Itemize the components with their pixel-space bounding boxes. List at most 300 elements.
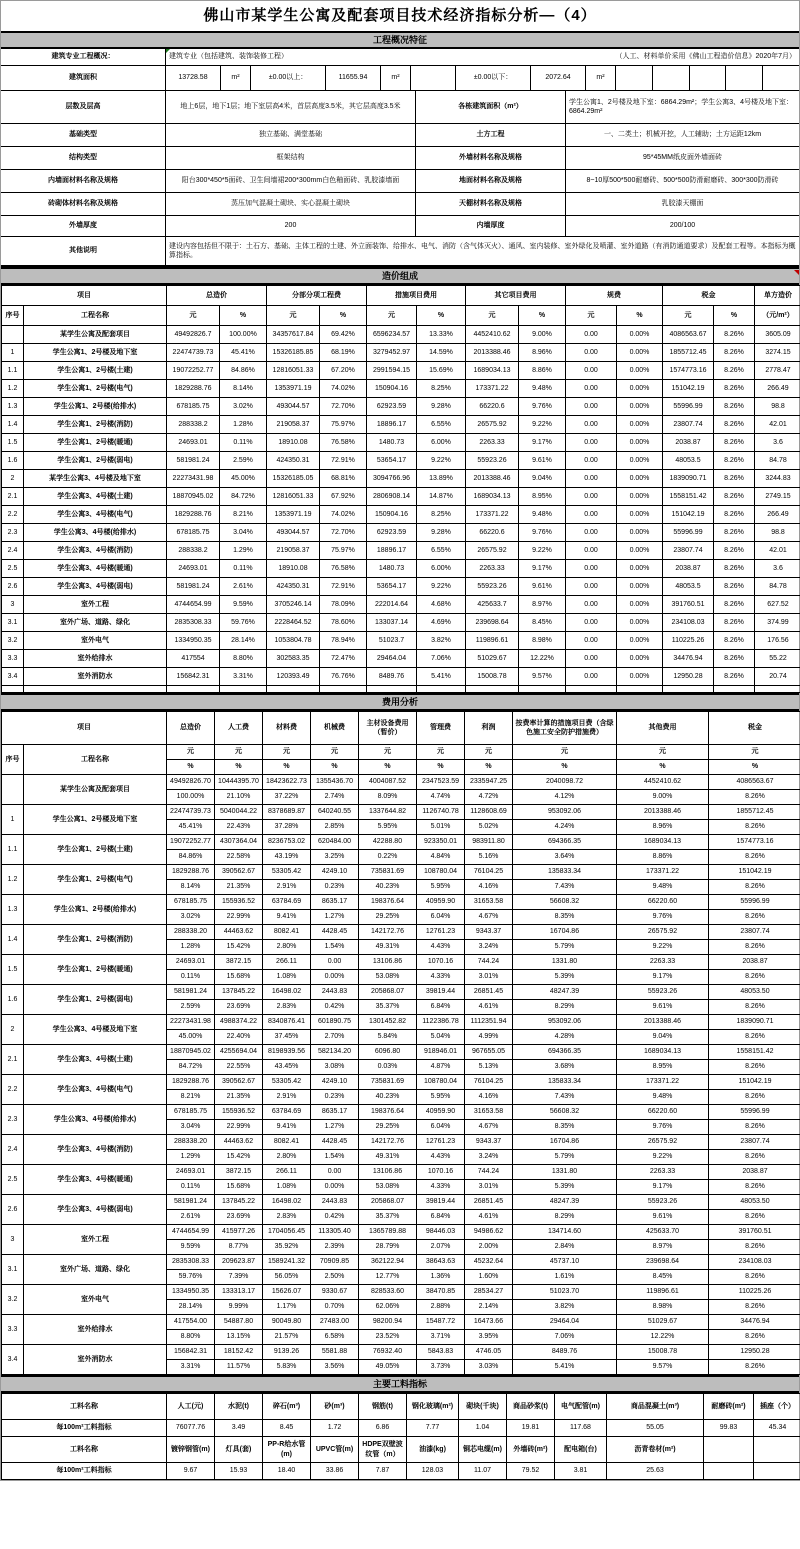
cell: 学生公寓1、2号楼(消防) — [24, 416, 167, 434]
overview-table — [1, 49, 799, 267]
cell: 6096.80 — [359, 1045, 417, 1060]
cell: 8.97% — [617, 1240, 709, 1255]
row-name: 学生公寓1、2号楼(电气) — [24, 865, 167, 895]
cell: 0.00 — [566, 668, 617, 686]
field-value: 乳胶漆天棚面 — [661, 200, 704, 208]
cell: 9.22% — [519, 416, 566, 434]
cell: 694366.35 — [513, 1045, 617, 1060]
column-group-header: 人工费 — [215, 712, 263, 745]
cell: 15.93 — [215, 1463, 263, 1480]
cell: 11.07 — [459, 1463, 507, 1480]
field-value: 独立基础、满堂基础 — [166, 124, 416, 146]
cell: 22.43% — [215, 820, 263, 835]
cell: 0.00% — [617, 344, 663, 362]
cell: 37.45% — [263, 1030, 311, 1045]
cell: 3.31% — [220, 668, 267, 686]
table-row — [2, 470, 800, 488]
cell: 75.97% — [320, 542, 367, 560]
cell: 55996.99 — [709, 1105, 800, 1120]
cell: 48053.5 — [663, 578, 714, 596]
cell: 56608.32 — [513, 1105, 617, 1120]
cell: 110225.26 — [709, 1285, 800, 1300]
cell: 31653.58 — [465, 1105, 513, 1120]
cell: 21.35% — [215, 880, 263, 895]
cell: 35.37% — [359, 1210, 417, 1225]
column-subheader: % — [519, 306, 566, 326]
cell: 0.00% — [617, 560, 663, 578]
overview-price-source-note: （人工、材料单价采用《佛山工程造价信息》2020年7月） — [615, 53, 796, 61]
cell: 7.43% — [513, 1090, 617, 1105]
column-header: PP-R给水管(m) — [263, 1437, 311, 1463]
column-subheader: 元 — [167, 306, 220, 326]
column-group-header: 管理费 — [417, 712, 465, 745]
cell: 1053804.78 — [267, 632, 320, 650]
cell: 1.28% — [167, 940, 215, 955]
section-cost-composition-header — [1, 267, 799, 285]
cell: 1.17% — [263, 1300, 311, 1315]
cell: 84.86% — [167, 850, 215, 865]
cell: 40.23% — [359, 880, 417, 895]
cell: 2013388.46 — [466, 344, 519, 362]
cell: 66220.60 — [617, 1105, 709, 1120]
cell: 923350.01 — [417, 835, 465, 850]
field-value: 建设内容包括但不限于：土石方、基础、主体工程的土建、外立面装饰、给排水、电气、消防（含气体灭火）、通风、室内装修、室外绿化及喷灌、室外道路（有消防通道要求）及配套工程等。本指标为概算指标。 — [169, 242, 796, 259]
cell: 983911.80 — [465, 835, 513, 850]
table-row — [2, 578, 800, 596]
cell: 1704056.45 — [263, 1225, 311, 1240]
cell: 2.14% — [465, 1300, 513, 1315]
cell: 1574773.16 — [709, 835, 800, 850]
cell: 8489.76 — [513, 1345, 617, 1360]
cell: 133037.14 — [367, 614, 417, 632]
cell: 53.08% — [359, 970, 417, 985]
cell: 6.86 — [359, 1420, 407, 1437]
cell: 678185.75 — [167, 895, 215, 910]
column-group-header: 项目 — [2, 712, 167, 745]
table-row — [2, 1345, 800, 1360]
cell: 4428.45 — [311, 925, 359, 940]
cell: 16498.02 — [263, 985, 311, 1000]
empty-cell — [714, 686, 755, 693]
table-row — [2, 985, 800, 1000]
cell: 209623.87 — [215, 1255, 263, 1270]
cell: 391760.51 — [709, 1225, 800, 1240]
cell: 53.08% — [359, 1180, 417, 1195]
column-subheader: % — [320, 306, 367, 326]
cell: 582134.20 — [311, 1045, 359, 1060]
cell: 5.84% — [359, 1030, 417, 1045]
row-number: 2 — [2, 1015, 24, 1045]
cell: 8.26% — [709, 1030, 800, 1045]
unit-header: % — [167, 760, 215, 775]
excel-marker-icon — [166, 49, 170, 53]
cell: 8.26% — [709, 970, 800, 985]
cell: 8.26% — [714, 380, 755, 398]
table-row — [2, 344, 800, 362]
cell: 8635.17 — [311, 895, 359, 910]
cell: 3.04% — [220, 524, 267, 542]
field-label: 外墙材料名称及规格 — [416, 147, 566, 169]
cell: 205868.07 — [359, 1195, 417, 1210]
cell: 302583.35 — [267, 650, 320, 668]
cell: 55923.26 — [617, 985, 709, 1000]
cell: 13.33% — [417, 326, 466, 344]
cell: 735831.69 — [359, 1075, 417, 1090]
cell: 3705246.14 — [267, 596, 320, 614]
cell: 1.28% — [220, 416, 267, 434]
empty-cell — [320, 686, 367, 693]
cell: 室外工程 — [24, 596, 167, 614]
row-label: 每100m²工料指标 — [2, 1463, 167, 1480]
row-number: 1.1 — [2, 835, 24, 865]
area-unit: m² — [221, 66, 251, 90]
empty-cell — [417, 686, 466, 693]
column-header: 商品混凝土(m³) — [607, 1394, 704, 1420]
cell: 44463.62 — [215, 1135, 263, 1150]
cell: 5.83% — [263, 1360, 311, 1375]
cell: 8.26% — [714, 650, 755, 668]
cell: 1829288.76 — [167, 865, 215, 880]
cell: 4.28% — [513, 1030, 617, 1045]
section-materials-header — [1, 1375, 799, 1393]
cell: 23807.74 — [663, 542, 714, 560]
cell: 9.57% — [519, 668, 566, 686]
cell: 13106.86 — [359, 1165, 417, 1180]
cell: 3.6 — [755, 560, 800, 578]
table-row — [2, 668, 800, 686]
field-label: 天棚材料名称及规格 — [416, 193, 566, 215]
cell: 5581.88 — [311, 1345, 359, 1360]
cell: 2 — [2, 470, 24, 488]
cell: 5.41% — [417, 668, 466, 686]
cell: 9.28% — [417, 398, 466, 416]
cell: 2263.33 — [617, 1165, 709, 1180]
excel-marker-icon — [794, 270, 799, 275]
cell: 1334950.35 — [167, 632, 220, 650]
field-label: 内墙面材料名称及规格 — [1, 170, 166, 192]
cell: 90049.80 — [263, 1315, 311, 1330]
cell: 15.68% — [215, 1180, 263, 1195]
cell: 424350.31 — [267, 578, 320, 596]
unit-header: 元 — [617, 745, 709, 760]
cell: 1589241.32 — [263, 1255, 311, 1270]
cell: 9139.26 — [263, 1345, 311, 1360]
table-row — [2, 596, 800, 614]
cell: 7.77 — [407, 1420, 459, 1437]
cell: 9.48% — [617, 880, 709, 895]
table-row — [2, 452, 800, 470]
cell: 4.99% — [465, 1030, 513, 1045]
cell: 8.86% — [519, 362, 566, 380]
cell: 8.26% — [714, 326, 755, 344]
cell: 2038.87 — [663, 434, 714, 452]
cell: 9.41% — [263, 910, 311, 925]
cell: 222014.64 — [367, 596, 417, 614]
header-row — [2, 712, 800, 745]
cell: 室外给排水 — [24, 650, 167, 668]
table-row — [2, 1195, 800, 1210]
row-number: 3.1 — [2, 1255, 24, 1285]
column-header: 灯具(套) — [215, 1437, 263, 1463]
cell: 205868.07 — [359, 985, 417, 1000]
table-row — [2, 1105, 800, 1120]
cell: 4428.45 — [311, 1135, 359, 1150]
cell: 28.14% — [167, 1300, 215, 1315]
cell: 28.79% — [359, 1240, 417, 1255]
cell: 4.84% — [417, 850, 465, 865]
cell: 4.67% — [465, 910, 513, 925]
cell: 2.85% — [311, 820, 359, 835]
cell: 8.26% — [714, 506, 755, 524]
column-header: 油漆(kg) — [407, 1437, 459, 1463]
cell: 42.01 — [755, 416, 800, 434]
cell: 391760.51 — [663, 596, 714, 614]
cell: 0.00% — [617, 380, 663, 398]
cell: 55923.26 — [466, 452, 519, 470]
cell: 62923.59 — [367, 398, 417, 416]
cell: 198376.64 — [359, 1105, 417, 1120]
cell: 1574773.16 — [663, 362, 714, 380]
cell: 67.92% — [320, 488, 367, 506]
row-name: 室外给排水 — [24, 1315, 167, 1345]
table-row — [2, 1165, 800, 1180]
cell: 4.33% — [417, 1180, 465, 1195]
cell: 417554.00 — [167, 1315, 215, 1330]
cell: 0.00% — [311, 970, 359, 985]
cell: 142172.76 — [359, 925, 417, 940]
cell: 3.02% — [167, 910, 215, 925]
cell: 84.72% — [167, 1060, 215, 1075]
field-value — [166, 49, 799, 65]
cell: 266.11 — [263, 955, 311, 970]
cell: 581981.24 — [167, 452, 220, 470]
cell: 2040098.72 — [513, 775, 617, 790]
row-number: 1.4 — [2, 925, 24, 955]
cell: 219058.37 — [267, 416, 320, 434]
cell: 3.2 — [2, 632, 24, 650]
cell: 8340876.41 — [263, 1015, 311, 1030]
cell: 2.4 — [2, 542, 24, 560]
row-name: 学生公寓3、4号楼(电气) — [24, 1075, 167, 1105]
cell: 3.73% — [417, 1360, 465, 1375]
cell: 63784.69 — [263, 895, 311, 910]
table-row — [2, 398, 800, 416]
cell: 9.17% — [519, 434, 566, 452]
section-cost-analysis-header — [1, 693, 799, 711]
cell: 3.04% — [167, 1120, 215, 1135]
cell: 76104.25 — [465, 865, 513, 880]
column-group-header: 单方造价 — [755, 286, 800, 306]
cell: 14.59% — [417, 344, 466, 362]
overview-row — [1, 216, 799, 237]
empty-cell — [566, 686, 617, 693]
cell: 493044.57 — [267, 524, 320, 542]
row-name: 室外电气 — [24, 1285, 167, 1315]
field-value: 地上6层，地下1层；地下室层高4米，首层高度3.5米，其它层高度3.5米 — [166, 91, 416, 123]
cell: 2263.33 — [466, 560, 519, 578]
cell: 72.91% — [320, 578, 367, 596]
table-row — [2, 805, 800, 820]
cell: 0.00% — [617, 524, 663, 542]
cell: 2.91% — [263, 1090, 311, 1105]
cell: 1353971.19 — [267, 506, 320, 524]
cell: 8.35% — [513, 910, 617, 925]
cell: 151042.19 — [663, 506, 714, 524]
cell: 0.00 — [566, 524, 617, 542]
column-header: 插座（个） — [754, 1394, 800, 1420]
cell: 4746.05 — [465, 1345, 513, 1360]
unit-header: 元 — [513, 745, 617, 760]
cell: 100.00% — [167, 790, 215, 805]
cell: 953092.06 — [513, 805, 617, 820]
cell: 13.89% — [417, 470, 466, 488]
cell: 0.00 — [566, 542, 617, 560]
column-subheader: 元 — [466, 306, 519, 326]
cell: 1829288.76 — [167, 506, 220, 524]
column-subheader: 工程名称 — [24, 745, 167, 775]
area-unit: m² — [381, 66, 411, 90]
page-title: 佛山市某学生公寓及配套项目技术经济指标分析—（4） — [203, 7, 597, 24]
cell: 678185.75 — [167, 1105, 215, 1120]
cell: 45.34 — [754, 1420, 800, 1437]
column-group-header: 按费率计算的措施项目费（含绿色施工安全防护措施费） — [513, 712, 617, 745]
cell — [2, 326, 24, 344]
row-number — [2, 775, 24, 805]
cell: 9.61% — [617, 1000, 709, 1015]
table-row — [2, 560, 800, 578]
cell: 18896.17 — [367, 416, 417, 434]
table-row — [2, 1437, 800, 1463]
cell: 12761.23 — [417, 925, 465, 940]
cell: 967655.05 — [465, 1045, 513, 1060]
cell: 5.79% — [513, 1150, 617, 1165]
cell: 4.61% — [465, 1000, 513, 1015]
cell: 38470.85 — [417, 1285, 465, 1300]
cell: 150904.16 — [367, 380, 417, 398]
cell: 8.26% — [714, 344, 755, 362]
cell: 23.69% — [215, 1000, 263, 1015]
cell: 9.04% — [617, 1030, 709, 1045]
cell: 学生公寓3、4号楼(土建) — [24, 488, 167, 506]
cell: 3.95% — [465, 1330, 513, 1345]
table-row — [2, 1420, 800, 1437]
cell: 9.76% — [519, 524, 566, 542]
cell: 9.22% — [519, 542, 566, 560]
cell: 学生公寓3、4号楼(电气) — [24, 506, 167, 524]
cell: 9.59% — [167, 1240, 215, 1255]
cell: 76.58% — [320, 434, 367, 452]
cell: 72.70% — [320, 398, 367, 416]
cell: 3605.09 — [755, 326, 800, 344]
cost-composition-table — [1, 285, 800, 693]
cell: 362122.94 — [359, 1255, 417, 1270]
overview-row — [1, 147, 799, 170]
section-overview-label: 工程概况特征 — [372, 35, 427, 45]
cell: 0.00 — [566, 398, 617, 416]
cell: 0.00 — [566, 488, 617, 506]
cell: 2.91% — [263, 880, 311, 895]
cell: 16704.86 — [513, 925, 617, 940]
cell: 9.17% — [519, 560, 566, 578]
field-value: 蒸压加气混凝土砌块、实心混凝土砌块 — [166, 193, 416, 215]
cell: 1689034.13 — [466, 362, 519, 380]
table-row — [2, 416, 800, 434]
cell: 2228464.52 — [267, 614, 320, 632]
column-header: 砂(m³) — [311, 1394, 359, 1420]
column-group-header: 其他费用 — [617, 712, 709, 745]
cell: 1365789.88 — [359, 1225, 417, 1240]
cell: 3.25% — [311, 850, 359, 865]
cell: 1.2 — [2, 380, 24, 398]
cell: 5.02% — [465, 820, 513, 835]
cell: 9.00% — [519, 326, 566, 344]
table-row — [2, 614, 800, 632]
cell: 室外电气 — [24, 632, 167, 650]
cell: 55996.99 — [709, 895, 800, 910]
cell: 学生公寓3、4号楼(弱电) — [24, 578, 167, 596]
cell: 8.45% — [519, 614, 566, 632]
row-number: 2.3 — [2, 1105, 24, 1135]
column-group-header: 税金 — [663, 286, 755, 306]
cell: 72.91% — [320, 452, 367, 470]
cell: 24693.01 — [167, 955, 215, 970]
table-row — [2, 835, 800, 850]
cell: 2.83% — [263, 1000, 311, 1015]
cell: 8.96% — [519, 344, 566, 362]
cell: 8.45 — [263, 1420, 311, 1437]
cell: 2.84% — [513, 1240, 617, 1255]
cell: 29464.04 — [367, 650, 417, 668]
cell: 18910.08 — [267, 560, 320, 578]
cell: 2.00% — [465, 1240, 513, 1255]
cell: 1.60% — [465, 1270, 513, 1285]
cell: 2.50% — [311, 1270, 359, 1285]
cell: 5.13% — [465, 1060, 513, 1075]
cell: 48053.50 — [709, 985, 800, 1000]
cell: 9.76% — [617, 910, 709, 925]
column-header: 镀锌钢管(m) — [167, 1437, 215, 1463]
row-name: 室外广场、道路、绿化 — [24, 1255, 167, 1285]
cell: 1855712.45 — [663, 344, 714, 362]
cell: 3.02% — [220, 398, 267, 416]
cell: 3274.15 — [755, 344, 800, 362]
cell: 137845.22 — [215, 985, 263, 1000]
cell: 1128608.69 — [465, 805, 513, 820]
cell: 9.22% — [417, 452, 466, 470]
cell: 8.26% — [709, 1120, 800, 1135]
cell: 8.26% — [714, 362, 755, 380]
cell: 2.74% — [311, 790, 359, 805]
area-below-label: ±0.00以下： — [456, 66, 531, 90]
cell: 4.16% — [465, 880, 513, 895]
row-name: 学生公寓3、4号楼(暖通) — [24, 1165, 167, 1195]
cell: 8.26% — [714, 416, 755, 434]
overview-row-area — [1, 66, 799, 91]
cell — [754, 1463, 800, 1480]
cell: 38643.63 — [417, 1255, 465, 1270]
cell: 2835308.33 — [167, 614, 220, 632]
cell: 2.80% — [263, 1150, 311, 1165]
cell: 35.37% — [359, 1000, 417, 1015]
cell: 1334950.35 — [167, 1285, 215, 1300]
cell: 8.35% — [513, 1120, 617, 1135]
cell: 26575.92 — [617, 925, 709, 940]
cell: 135833.34 — [513, 865, 617, 880]
cell: 70909.85 — [311, 1255, 359, 1270]
cell: 2013388.46 — [466, 470, 519, 488]
cell: 3.71% — [417, 1330, 465, 1345]
unit-header: % — [513, 760, 617, 775]
